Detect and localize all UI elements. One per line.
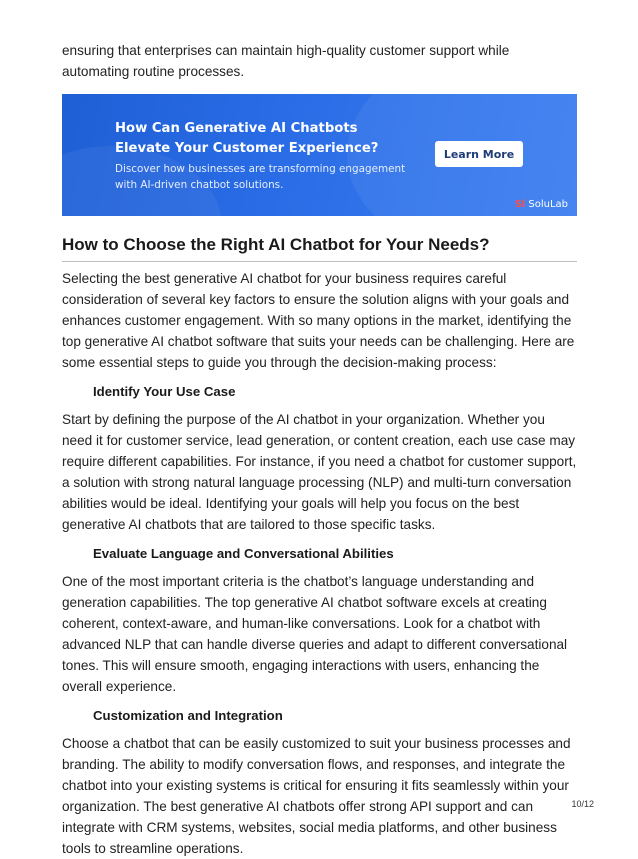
intro-paragraph: ensuring that enterprises can maintain high-quality customer support while automating routine processes. [62,43,510,79]
solulab-logo-text: SoluLab [528,199,568,210]
step-body-use-case: Start by defining the purpose of the AI chatbot in your organization. Whether you need it for customer service, lead generation, or content creation, each use case may require different capabilities. For instance, if you need a chatbot for customer support, a solution with strong natural language processing (NLP) and multi-turn conversation abilities would be ideal. Identifying your goals will help you focus on the best generative AI chatbots that are tailored to those specific tasks. [62,412,577,532]
promo-banner[interactable] [62,94,577,216]
learn-more-button[interactable]: Learn More [435,141,523,167]
page-number: 10/12 [571,799,594,809]
document-page [62,40,577,859]
solulab-logo-icon: Sl [514,199,526,210]
section-heading: How to Choose the Right AI Chatbot for Your Needs? [62,235,490,254]
step-heading-use-case: Identify Your Use Case [93,384,236,399]
banner-title: How Can Generative AI Chatbots Elevate Your Customer Experience? [115,121,379,156]
solulab-logo [515,199,568,210]
step-heading-customization: Customization and Integration [93,708,283,723]
step-body-language: One of the most important criteria is the chatbot’s language understanding and generation capabilities. The top generative AI chatbot software excels at creating coherent, context-aware, and human-like conversations. Look for a chatbot with advanced NLP that can handle diverse queries and adapt to different conversational tones. This will ensure smooth, engaging interactions with users, enhancing the overall experience. [62,574,568,694]
section-intro-paragraph: Selecting the best generative AI chatbot for your business requires careful consideration of several key factors to ensure the solution aligns with your goals and enhances customer engagement. With so many options in the market, identifying the top generative AI chatbot software that suits your needs can be challenging. Here are some essential steps to guide you through the decision-making process: [62,271,575,370]
banner-subtitle: Discover how businesses are transforming engagement with AI-driven chatbot solutions. [115,163,406,191]
heading-divider [62,261,577,262]
step-heading-language: Evaluate Language and Conversational Abilities [93,546,394,561]
step-body-customization: Choose a chatbot that can be easily customized to suit your business processes and branding. The ability to modify conversation flows, and responses, and integrate the chatbot into your existing systems is critical for ensuring it fits seamlessly within your organization. The best generative AI chatbots offer strong API support and can integrate with CRM systems, websites, social media platforms, and other business tools to streamline operations. [62,736,571,856]
